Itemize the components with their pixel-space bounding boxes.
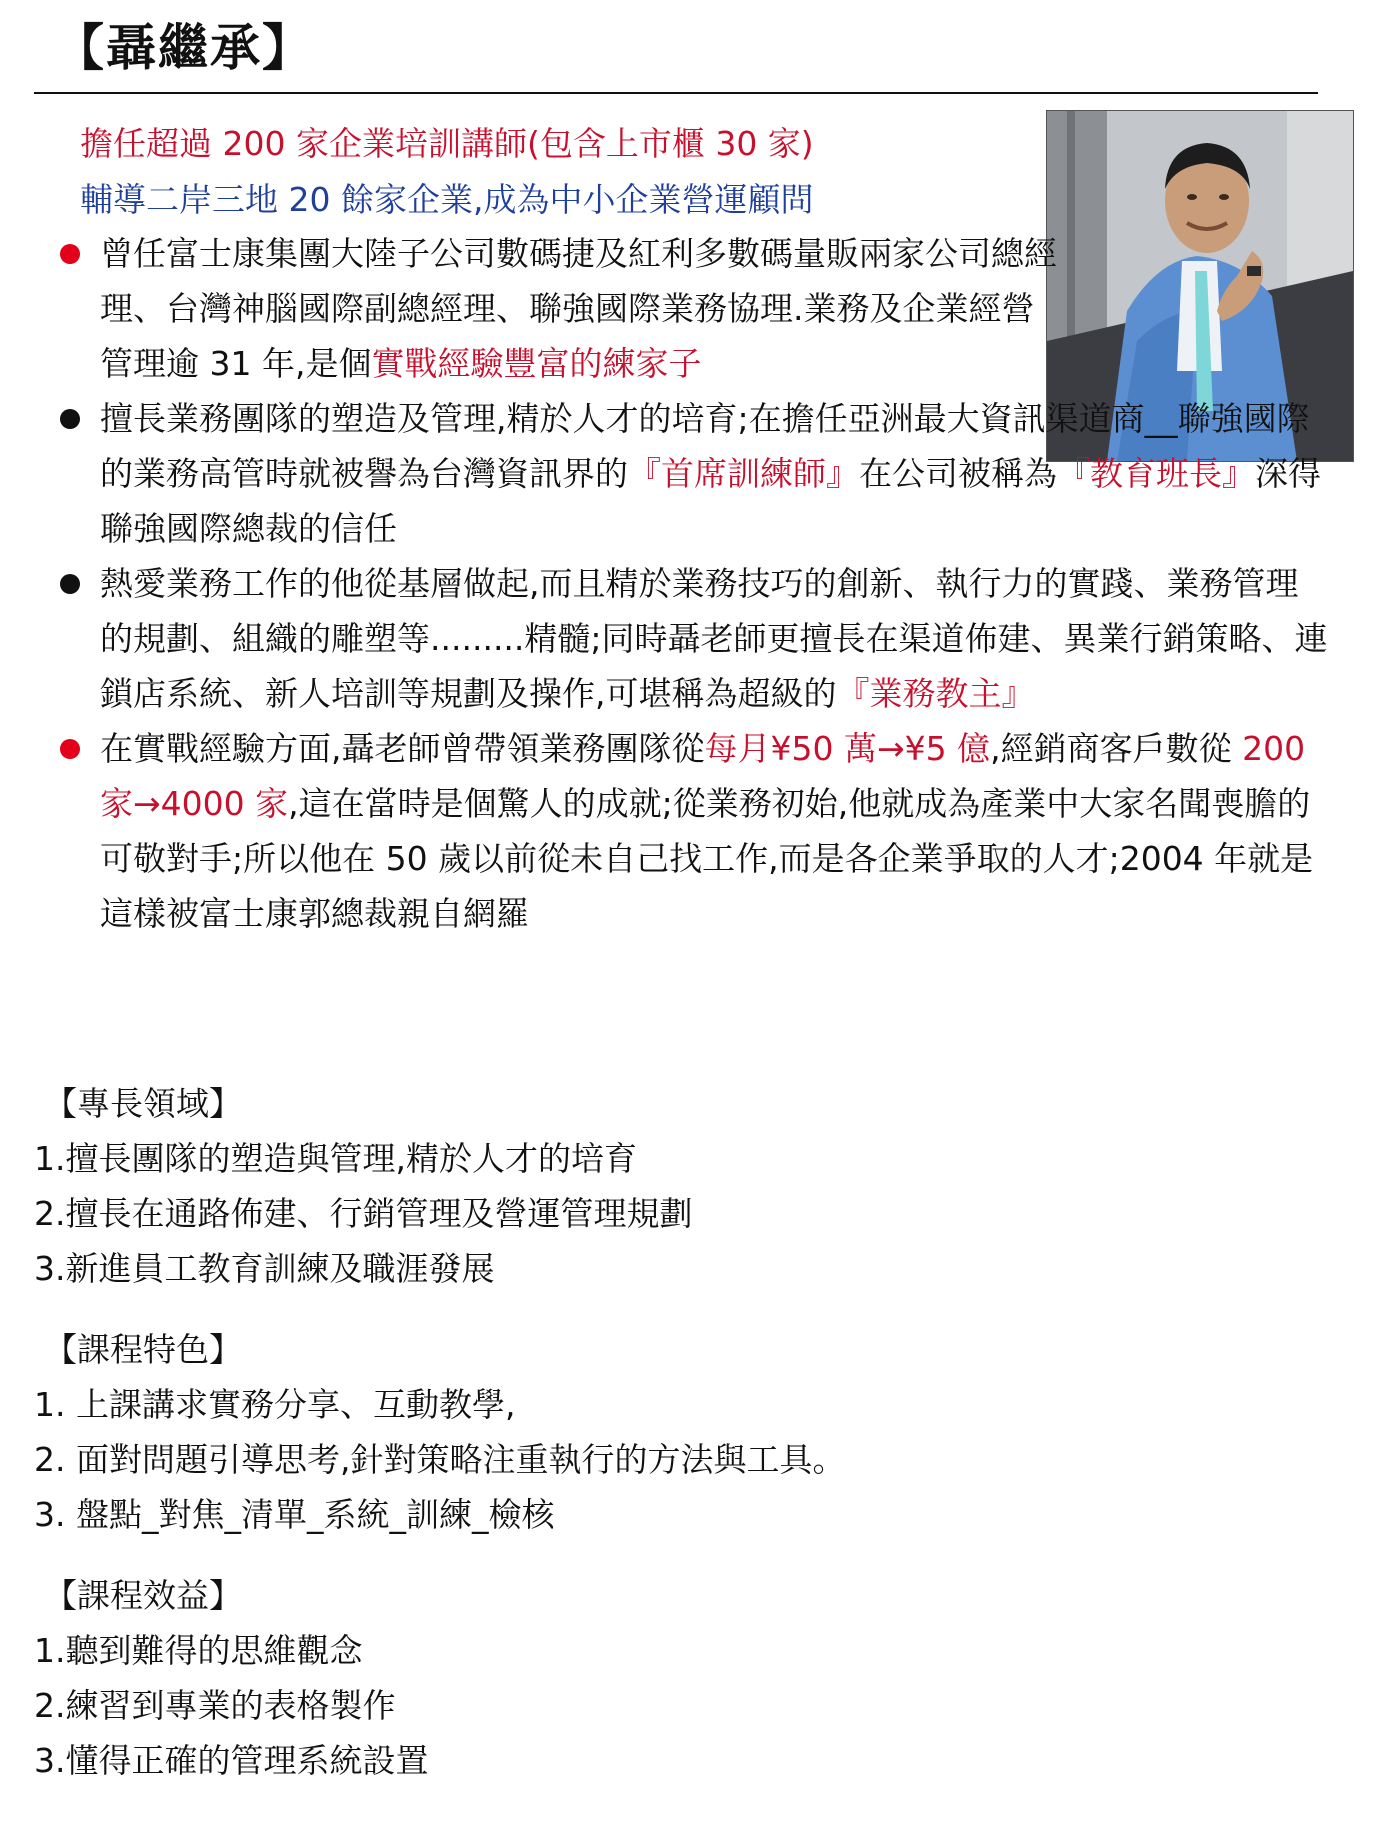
- bio-highlight: 『首席訓練師』: [628, 454, 859, 493]
- bio-highlight: 每月¥50 萬→¥5 億: [704, 729, 991, 768]
- bio-text: ,這在當時是個驚人的成就;從業務初始,他就成為產業中大家名聞喪膽的可敬對手;所以他在 50 歲以前從未自己找工作,而是各企業爭取的人才;2004 年就是這樣被富士康郭總裁親自網羅: [100, 784, 1314, 933]
- features-item: 3. 盤點_對焦_清單_系統_訓練_檢核: [34, 1495, 555, 1534]
- bio-text: 擅長業務團隊的塑造及管理,精於人才的培育;在擔任亞洲最大資訊渠道商__聯強國際的業務高管時就被譽為台灣資訊界的: [100, 399, 1310, 493]
- benefits-item: 2.練習到專業的表格製作: [34, 1686, 396, 1725]
- expertise-section: [34, 1076, 693, 1296]
- features-item: 1. 上課講求實務分享、互動教學,: [34, 1385, 516, 1424]
- black-bullet-icon: [60, 409, 80, 429]
- benefits-item: 1.聽到難得的思維觀念: [34, 1631, 363, 1670]
- bio-text: 深得聯強國際總裁的信任: [100, 454, 1321, 548]
- bio-bullet-list: [60, 226, 1330, 941]
- bio-text: ,經銷商客戶數從: [990, 729, 1243, 768]
- expertise-item: 3.新進員工教育訓練及職涯發展: [34, 1249, 495, 1288]
- bio-highlight: 實戰經驗豐富的練家子: [371, 344, 702, 383]
- black-bullet-icon: [60, 574, 80, 594]
- title-divider: [34, 92, 1318, 94]
- expertise-item: 1.擅長團隊的塑造與管理,精於人才的培育: [34, 1139, 637, 1178]
- intro-training-count: 擔任超過 200 家企業培訓講師(包含上市櫃 30 家): [80, 124, 814, 163]
- bio-text: 曾任富士康集團大陸子公司數碼捷及紅利多數碼量販兩家公司總經理、台灣神腦國際副總經理、聯強國際業務協理.業務及企業經營管理逾 31 年,是個: [100, 234, 1057, 383]
- features-heading: 【課程特色】: [44, 1330, 242, 1369]
- benefits-item: 3.懂得正確的管理系統設置: [34, 1741, 429, 1780]
- bio-highlight: 『教育班長』: [1057, 454, 1255, 493]
- expertise-heading: 【專長領域】: [44, 1084, 242, 1123]
- bio-text: 在實戰經驗方面,聶老師曾帶領業務團隊從: [100, 729, 705, 768]
- benefits-section: [34, 1568, 429, 1788]
- bio-highlight: 『業務教主』: [836, 674, 1035, 713]
- red-bullet-icon: [60, 739, 80, 759]
- bio-bullet: [60, 391, 1330, 556]
- intro-consulting: 輔導二岸三地 20 餘家企業,成為中小企業營運顧問: [80, 180, 814, 219]
- bio-bullet: [60, 226, 1060, 391]
- page-title: 【聶繼承】: [54, 19, 314, 77]
- bio-highlight: 200 家→4000 家: [100, 729, 1306, 823]
- features-section: [34, 1322, 845, 1542]
- bio-bullet: [60, 556, 1330, 721]
- features-item: 2. 面對問題引導思考,針對策略注重執行的方法與工具。: [34, 1440, 846, 1479]
- expertise-item: 2.擅長在通路佈建、行銷管理及營運管理規劃: [34, 1194, 693, 1233]
- benefits-heading: 【課程效益】: [44, 1576, 242, 1615]
- bio-bullet: [60, 721, 1330, 941]
- bio-text: 在公司被稱為: [859, 454, 1057, 493]
- bio-text: 熱愛業務工作的他從基層做起,而且精於業務技巧的創新、執行力的實踐、業務管理的規劃、組織的雕塑等.........精髓;同時聶老師更擅長在渠道佈建、異業行銷策略、連鎖店系統、新人培訓等規劃及操作,可堪稱為超級的: [100, 564, 1328, 713]
- red-bullet-icon: [60, 244, 80, 264]
